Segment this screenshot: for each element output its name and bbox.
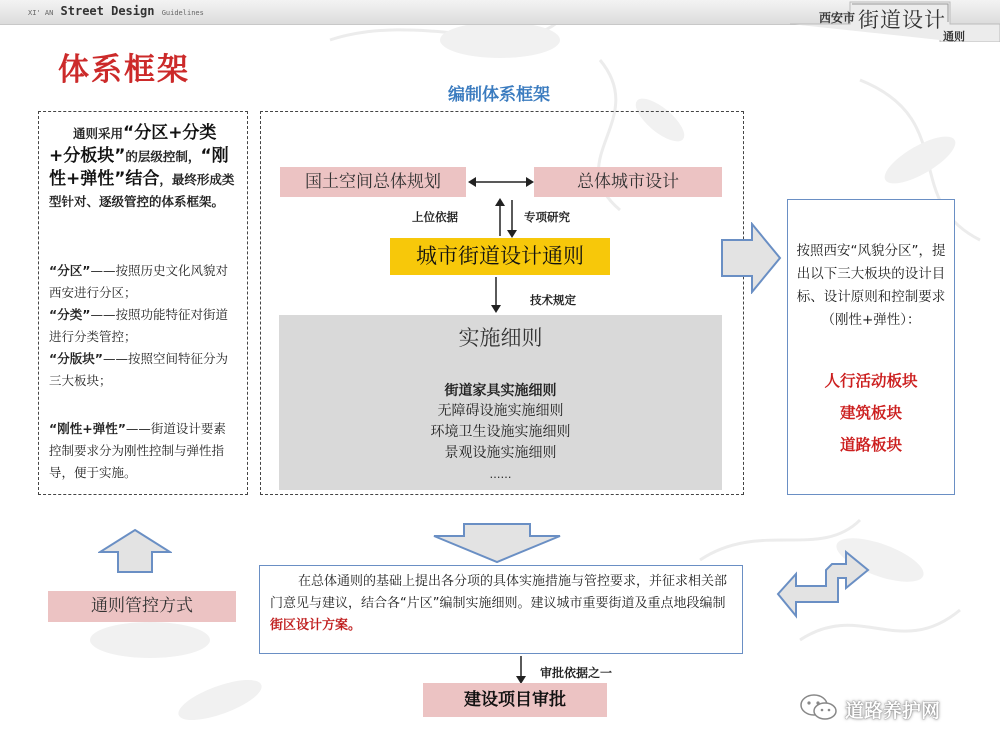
impl-item-accessibility: 无障碍设施实施细则 [437,403,564,419]
header-brand-name: Street Design [60,4,155,18]
header-prefix: XI' AN [28,9,54,17]
urban-design-box: 总体城市设计 [534,167,722,197]
implementation-rules-title: 实施细则 [458,326,543,350]
intro-highlight-b: “分区+分类+分板块” [49,123,217,166]
approval-basis-label: 审批依据之一 [540,666,613,680]
header-city: 西安市 [819,11,856,25]
street-design-guideline-core-box: 城市街道设计通则 [390,238,610,275]
rigid-flexible-text: ——街道设计要素控制要求分为刚性控制与弹性指导，便于实施。 [49,421,226,480]
impl-item-street-furniture: 街道家具实施细则 [444,383,557,399]
left-description-panel [38,111,248,495]
upper-basis-label: 上位依据 [412,210,458,224]
wechat-icon [798,692,840,722]
up-arrow-icon [98,528,172,574]
left-item-zoning [49,260,237,304]
bent-return-arrow-icon [776,542,870,620]
impl-item-ellipsis: …… [489,468,512,481]
impl-item-sanitation: 环境卫生设施实施细则 [430,424,571,440]
framework-label: 编制体系框架 [448,85,550,105]
zoning-text: ——按照历史文化风貌对西安进行分区； [49,263,228,300]
up-down-arrows-icon [493,198,519,238]
zoning-term: “分区” [49,263,91,278]
intro-text-e: ，最终形成类型针对、逐级管控的体系框架。 [49,172,235,209]
sections-text: ——按照空间特征分为三大板块； [49,351,228,388]
left-intro [49,122,237,213]
page-title: 体系框架 [58,52,190,88]
classification-text: ——按照功能特征对街道进行分类管控； [49,307,228,344]
sections-term: “分版块” [49,351,103,366]
technical-regulation-label: 技术规定 [530,293,576,307]
land-space-plan-box: 国土空间总体规划 [280,167,466,197]
watermark-text: 道路养护网 [845,700,941,722]
left-item-classification [49,304,237,348]
header-suffix: Guidelines [161,9,204,17]
rigid-flexible-term: “刚性+弹性” [49,421,126,436]
header-brand [28,4,204,18]
header-subtitle: 通则 [943,30,965,43]
project-approval-box: 建设项目审批 [423,683,607,717]
section-building: 建筑板块 [839,404,902,422]
double-arrow-icon [466,172,536,192]
intro-highlight-d: “刚性+弹性”结合 [49,146,229,189]
section-pedestrian: 人行活动板块 [824,372,918,390]
special-research-label: 专项研究 [524,210,570,224]
implementation-note-text [270,571,734,637]
intro-text-a: 通则采用 [73,126,124,141]
down-arrow-icon [488,277,504,313]
big-down-arrow-icon [432,522,562,564]
section-road: 道路板块 [839,436,902,454]
left-item-rigid-flexible [49,418,237,484]
header-title: 街道设计 [858,8,946,32]
impl-item-landscape: 景观设施实施细则 [444,445,557,461]
intro-text-c: 的层级控制， [125,149,201,164]
note-highlight-text: 街区设计方案。 [270,618,362,633]
approval-down-arrow-icon [513,656,529,684]
left-item-sections [49,348,237,392]
control-method-box: 通则管控方式 [48,591,236,622]
note-main-text: 在总体通则的基础上提出各分项的具体实施措施与管控要求，并征求相关部门意见与建议，结合各“片区”编制实施细则。建议城市重要街道及重点地段编制 [270,574,728,611]
right-arrow-icon [720,222,782,294]
classification-term: “分类” [49,307,91,322]
right-description: 按照西安“风貌分区”，提出以下三大板块的设计目标、设计原则和控制要求（刚性+弹性）： [796,243,946,328]
